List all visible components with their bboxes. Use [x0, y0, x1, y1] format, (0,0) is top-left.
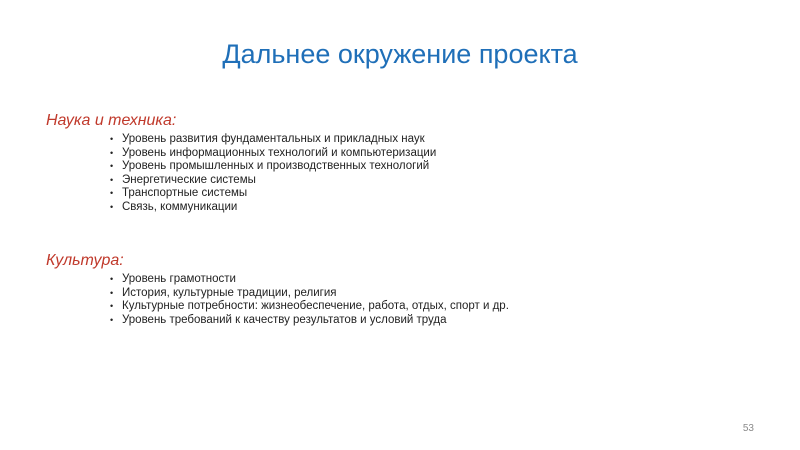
section-culture — [46, 250, 746, 327]
list-item — [110, 273, 746, 287]
list-item-text: Культурные потребности: жизнеобеспечение, работа, отдых, спорт и др. — [122, 300, 509, 313]
list-item — [110, 133, 746, 147]
list-item — [110, 300, 746, 314]
list-item-text: Связь, коммуникации — [122, 200, 238, 213]
list-item-text: Уровень развития фундаментальных и прикладных наук — [122, 133, 425, 145]
list-item-text: Транспортные системы — [122, 187, 248, 200]
list-item — [110, 147, 746, 161]
bullet-icon: • — [110, 301, 114, 312]
list-item-text: Уровень промышленных и производственных технологий — [122, 160, 430, 173]
section-heading: Культура: — [46, 252, 124, 269]
list-item-text: Энергетические системы — [122, 173, 256, 186]
list-item — [110, 314, 746, 328]
bullet-list — [46, 273, 746, 327]
list-item-text: Уровень требований к качеству результатов и условий труда — [122, 313, 447, 326]
page-number: 53 — [742, 423, 754, 434]
section-heading: Наука и техника: — [46, 112, 177, 129]
bullet-icon: • — [110, 134, 114, 144]
bullet-icon: • — [110, 274, 114, 284]
list-item — [110, 160, 746, 174]
bullet-icon: • — [110, 314, 114, 325]
list-item — [110, 174, 746, 188]
bullet-icon: • — [110, 161, 114, 172]
bullet-icon: • — [110, 201, 114, 212]
bullet-icon: • — [110, 287, 114, 298]
list-item — [110, 201, 746, 215]
list-item — [110, 287, 746, 301]
list-item-text: Уровень информационных технологий и компьютеризации — [122, 146, 437, 159]
section-science-technology — [46, 110, 746, 215]
slide-title: Дальнее окружение проекта — [222, 39, 578, 69]
bullet-icon: • — [110, 174, 114, 185]
list-item-text: Уровень грамотности — [122, 273, 236, 285]
bullet-icon: • — [110, 147, 114, 158]
bullet-list — [46, 133, 746, 215]
list-item-text: История, культурные традиции, религия — [122, 286, 337, 299]
list-item — [110, 187, 746, 201]
bullet-icon: • — [110, 188, 114, 199]
